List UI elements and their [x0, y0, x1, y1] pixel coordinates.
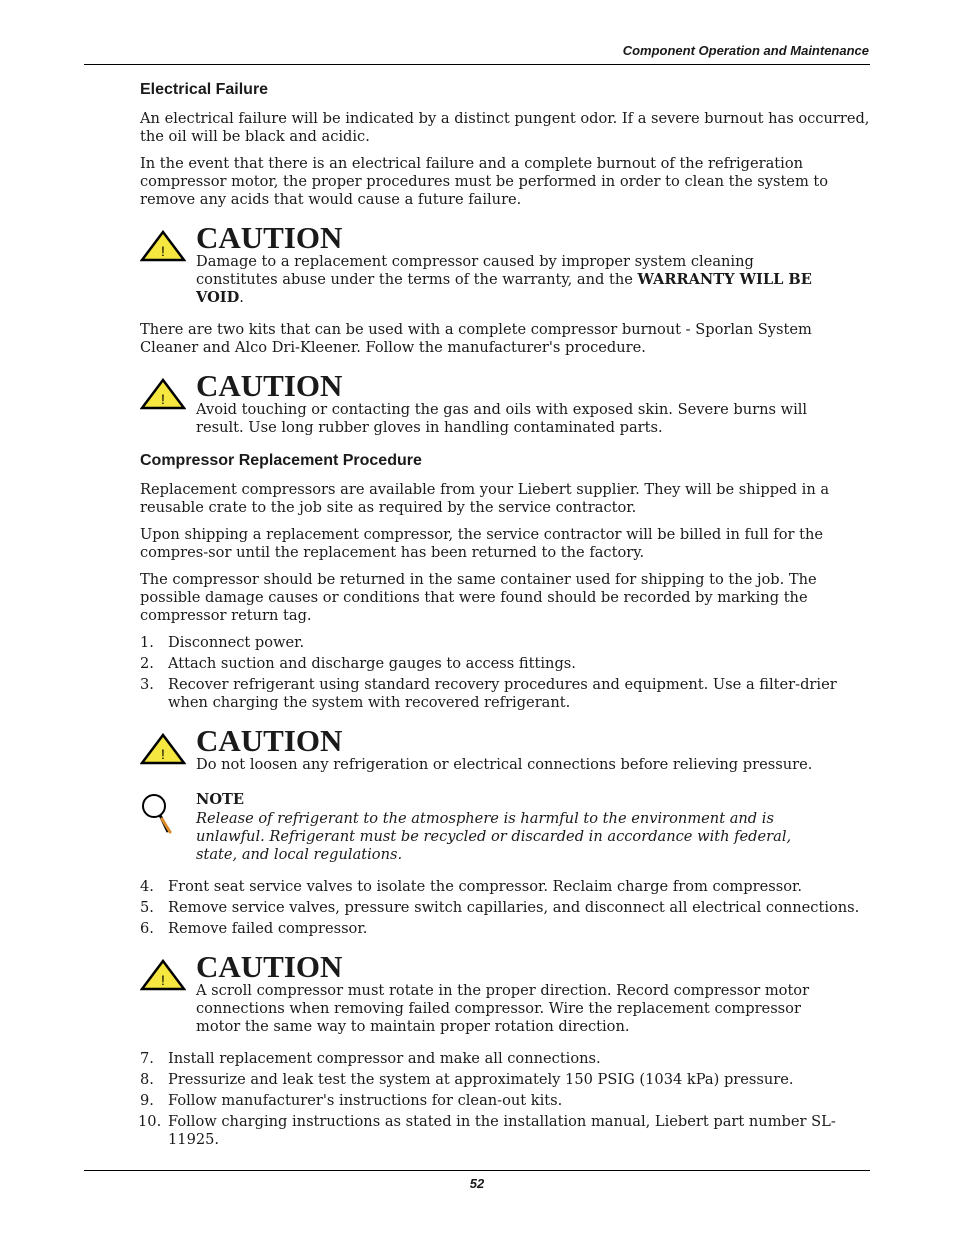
procedure-steps — [140, 878, 870, 938]
warning-triangle-icon — [140, 959, 186, 991]
list-item: 10. Follow charging instructions as stated in the installation manual, Liebert part number SL-11925. — [138, 1113, 836, 1148]
list-item: 7. Install replacement compressor and make all connections. — [140, 1050, 601, 1067]
caution-title: CAUTION — [196, 220, 343, 255]
warning-triangle-icon — [140, 230, 186, 262]
warranty-void-emphasis: WARRANTY WILL BE VOID — [196, 271, 812, 306]
list-item: 4. Front seat service valves to isolate the compressor. Reclaim charge from compressor. — [140, 878, 803, 895]
section-heading-compressor-replacement: Compressor Replacement Procedure — [140, 452, 422, 469]
warning-triangle-icon — [140, 378, 186, 410]
svg-text:!: ! — [161, 243, 165, 259]
caution-text: Avoid touching or contacting the gas and oils with exposed skin. Severe burns will result. Use long rubber gloves in handling contaminated parts. — [196, 401, 808, 436]
note-title: NOTE — [196, 791, 245, 808]
caution-block — [140, 220, 870, 307]
caution-text: Damage to a replacement compressor caused by improper system cleaning constitutes abuse under the terms of the warranty, and the WARRANTY WILL BE VOID. — [196, 253, 812, 306]
paragraph: The compressor should be returned in the same container used for shipping to the job. The possible damage causes or conditions that were found should be recorded by marking the compressor return tag. — [140, 571, 817, 624]
caution-text: Do not loosen any refrigeration or electrical connections before relieving pressure. — [196, 756, 813, 773]
running-header: Component Operation and Maintenance — [622, 43, 869, 58]
caution-block — [140, 723, 870, 774]
svg-text:!: ! — [161, 746, 165, 762]
paragraph: Replacement compressors are available from your Liebert supplier. They will be shipped in a reusable crate to the job site as required by the service contractor. — [140, 481, 830, 516]
list-item: 1. Disconnect power. — [140, 634, 305, 651]
procedure-steps — [140, 1050, 870, 1149]
svg-text:!: ! — [161, 391, 165, 407]
caution-title: CAUTION — [196, 368, 343, 403]
note-block — [140, 790, 870, 864]
paragraph: Upon shipping a replacement compressor, the service contractor will be billed in full for the compres-sor until the replacement has been returned to the factory. — [140, 526, 824, 561]
caution-block — [140, 949, 870, 1036]
list-item: 8. Pressurize and leak test the system at approximately 150 PSIG (1034 kPa) pressure. — [140, 1071, 794, 1088]
caution-title: CAUTION — [196, 723, 343, 758]
list-item: 5. Remove service valves, pressure switch capillaries, and disconnect all electrical connections. — [140, 899, 860, 916]
list-item: 6. Remove failed compressor. — [140, 920, 368, 937]
paragraph: In the event that there is an electrical failure and a complete burnout of the refrigeration compressor motor, the proper procedures must be performed in order to clean the system to remove any acids that would cause a future failure. — [140, 155, 829, 208]
list-item: 9. Follow manufacturer's instructions for clean-out kits. — [140, 1092, 563, 1109]
paragraph: An electrical failure will be indicated by a distinct pungent odor. If a severe burnout has occurred, the oil will be black and acidic. — [140, 110, 870, 145]
note-text: Release of refrigerant to the atmosphere is harmful to the environment and is unlawful. Refrigerant must be recycled or discarded in accordance with federal, state, and local regulations. — [196, 810, 792, 863]
procedure-steps — [140, 634, 870, 712]
page-number: 52 — [469, 1176, 485, 1191]
warning-triangle-icon — [140, 733, 186, 765]
caution-text: A scroll compressor must rotate in the proper direction. Record compressor motor connections when removing failed compressor. Wire the replacement compressor motor the same way to maintain proper rotation direction. — [196, 982, 810, 1035]
svg-text:!: ! — [161, 972, 165, 988]
list-item: 3. Recover refrigerant using standard recovery procedures and equipment. Use a filter-drier when charging the system with recovered refrigerant. — [140, 676, 837, 711]
list-item: 2. Attach suction and discharge gauges to access fittings. — [140, 655, 576, 672]
section-heading-electrical-failure: Electrical Failure — [140, 81, 269, 98]
page-content — [140, 80, 870, 1156]
header-rule — [84, 64, 870, 65]
caution-block — [140, 368, 870, 437]
magnifier-icon — [140, 792, 174, 836]
footer-rule — [84, 1170, 870, 1171]
paragraph: There are two kits that can be used with a complete compressor burnout - Sporlan System Cleaner and Alco Dri-Kleener. Follow the manufacturer's procedure. — [140, 321, 812, 356]
caution-title: CAUTION — [196, 949, 343, 984]
